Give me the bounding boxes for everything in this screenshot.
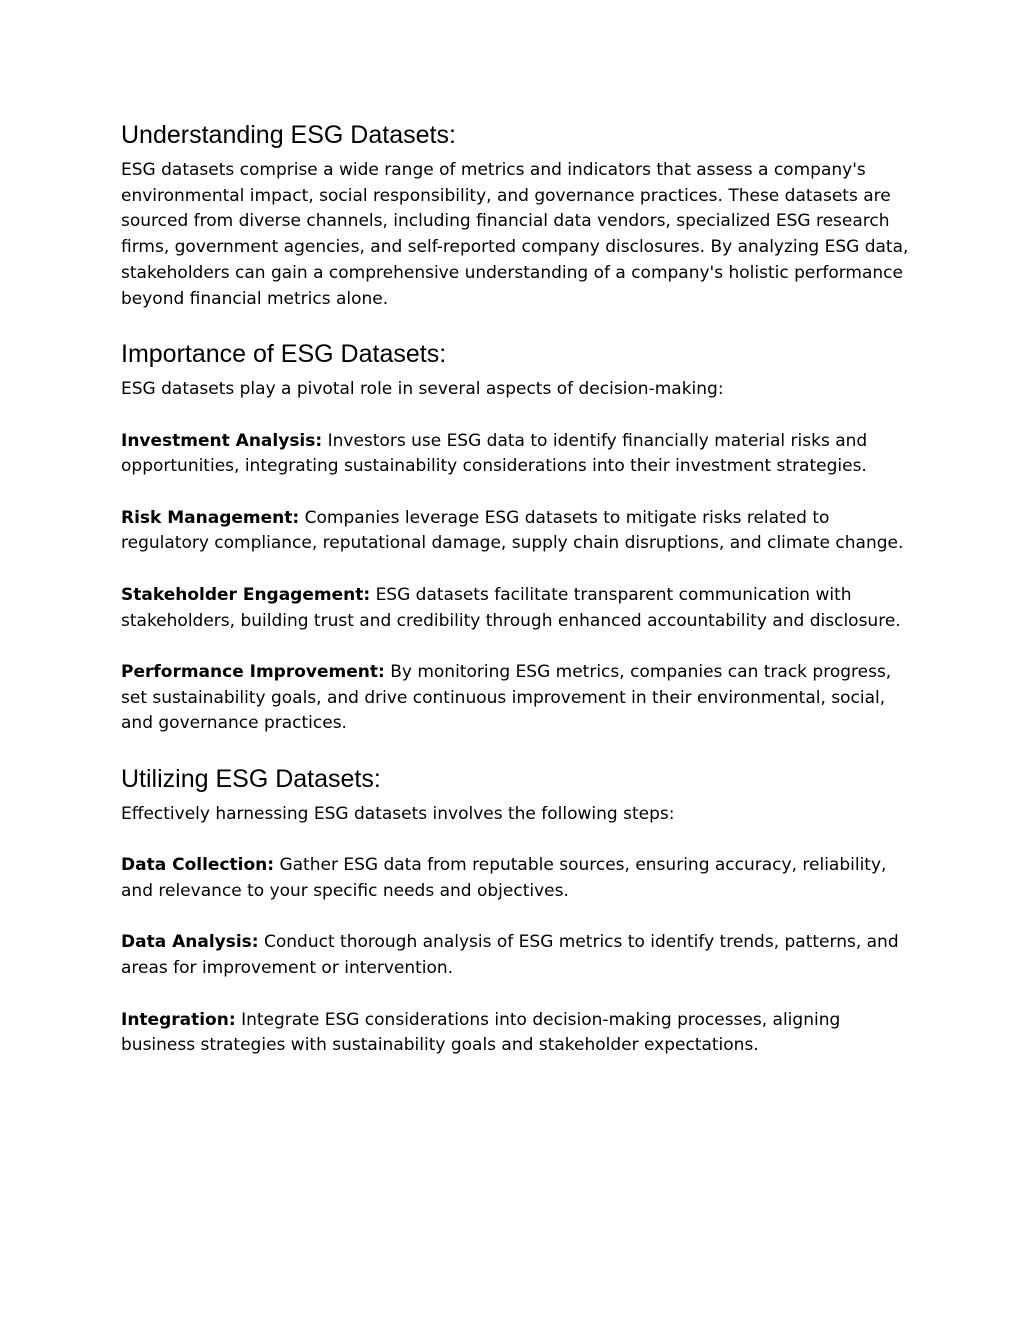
section-heading-utilizing: Utilizing ESG Datasets: xyxy=(121,765,381,793)
section-intro-importance: ESG datasets play a pivotal role in several aspects of decision-making: xyxy=(121,379,724,400)
item-text: Investors use ESG data to identify financially material risks and opportunities, integrating sustainability considerations into their investment strategies. xyxy=(121,430,868,477)
section-heading-importance: Importance of ESG Datasets: xyxy=(121,340,447,369)
item-performance-improvement xyxy=(121,660,911,737)
item-investment-analysis xyxy=(121,429,911,480)
item-data-collection xyxy=(121,853,911,904)
item-term: Performance Improvement: xyxy=(121,661,385,682)
section-heading-understanding: Understanding ESG Datasets: xyxy=(121,121,456,149)
item-text: Conduct thorough analysis of ESG metrics to identify trends, patterns, and areas for improvement or intervention. xyxy=(121,932,899,979)
item-term: Stakeholder Engagement: xyxy=(121,584,371,605)
item-text: Gather ESG data from reputable sources, ensuring accuracy, reliability, and relevance to your specific needs and objectives. xyxy=(121,855,887,902)
item-term: Investment Analysis: xyxy=(121,430,323,451)
section-intro-utilizing: Effectively harnessing ESG datasets involves the following steps: xyxy=(121,804,675,824)
item-term: Integration: xyxy=(121,1009,236,1030)
item-integration xyxy=(121,1008,911,1059)
item-text: Companies leverage ESG datasets to mitigate risks related to regulatory compliance, reputational damage, supply chain disruptions, and climate change. xyxy=(121,507,904,554)
item-term: Data Analysis: xyxy=(121,932,259,953)
document-page xyxy=(121,118,911,1059)
item-term: Data Collection: xyxy=(121,855,275,876)
item-text: ESG datasets facilitate transparent communication with stakeholders, building trust and credibility through enhanced accountability and disclosure. xyxy=(121,584,901,631)
item-risk-management xyxy=(121,506,911,557)
section-intro-understanding: ESG datasets comprise a wide range of metrics and indicators that assess a company's environmental impact, social responsibility, and governance practices. These datasets are sourced from diverse channels, including financial data vendors, specialized ESG research firms, government agencies, and self-reported company disclosures. By analyzing ESG data, stakeholders can gain a comprehensive understanding of a company's holistic performance beyond financial metrics alone. xyxy=(121,160,909,309)
item-text: By monitoring ESG metrics, companies can track progress, set sustainability goals, and drive continuous improvement in their environmental, social, and governance practices. xyxy=(121,661,892,734)
item-term: Risk Management: xyxy=(121,507,300,528)
item-stakeholder-engagement xyxy=(121,583,911,634)
item-text: Integrate ESG considerations into decision-making processes, aligning business strategies with sustainability goals and stakeholder expectations. xyxy=(121,1009,841,1056)
item-data-analysis xyxy=(121,930,911,981)
